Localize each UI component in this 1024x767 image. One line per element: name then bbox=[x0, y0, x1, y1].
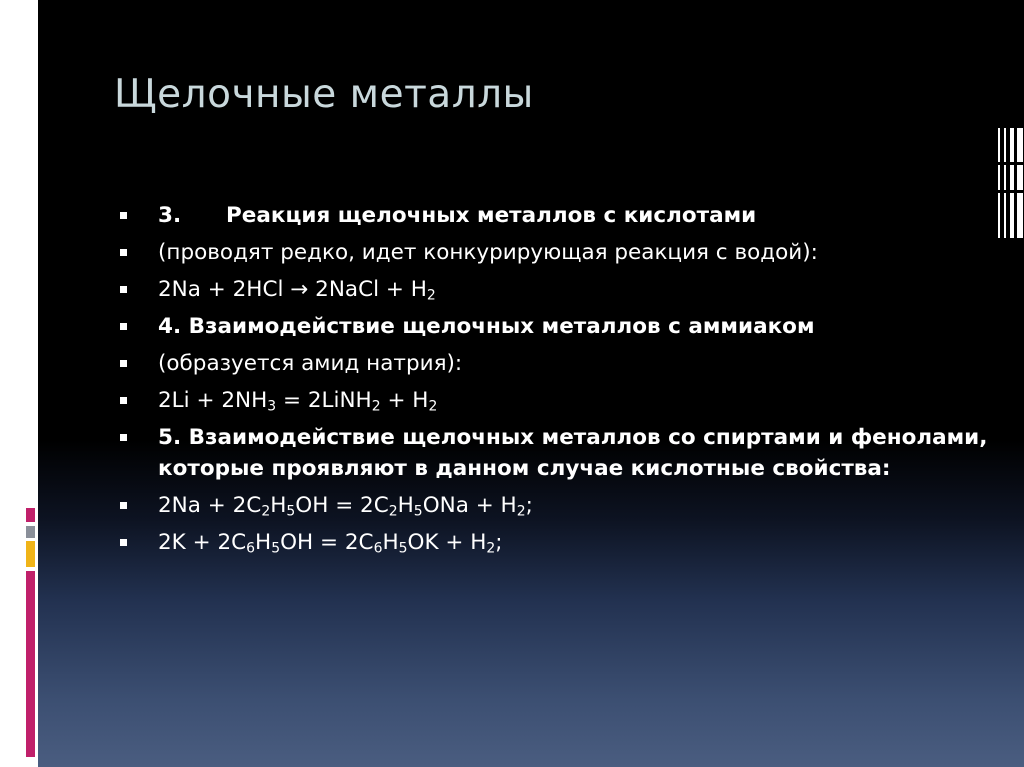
bullet-icon bbox=[120, 434, 127, 441]
item-text: (проводят редко, идет конкурирующая реакция с водой): bbox=[158, 240, 818, 265]
list-item bbox=[116, 311, 996, 342]
item-text: (образуется амид натрия): bbox=[158, 351, 463, 376]
equation-text: H bbox=[255, 530, 272, 555]
corner-decoration bbox=[994, 128, 1024, 238]
bullet-icon bbox=[120, 539, 127, 546]
subscript: 2 bbox=[261, 503, 271, 520]
deco-line bbox=[1010, 128, 1014, 238]
list-item bbox=[116, 385, 996, 416]
bullet-icon bbox=[120, 323, 127, 330]
list-item bbox=[116, 527, 996, 558]
bullet-icon bbox=[120, 286, 127, 293]
equation-text: OH = 2C bbox=[280, 530, 374, 555]
subscript: 2 bbox=[371, 398, 381, 415]
accent-bar-magenta bbox=[26, 571, 35, 757]
equation-text: H bbox=[397, 493, 414, 518]
subscript: 5 bbox=[398, 540, 408, 557]
section-number: 3. bbox=[158, 203, 182, 228]
subscript: 6 bbox=[246, 540, 256, 557]
section-heading: 4. Взаимодействие щелочных металлов с аммиаком bbox=[158, 314, 815, 339]
subscript: 2 bbox=[428, 398, 438, 415]
bullet-icon bbox=[120, 397, 127, 404]
subscript: 5 bbox=[413, 503, 423, 520]
list-item bbox=[116, 422, 996, 484]
accent-bar-yellow bbox=[26, 541, 35, 567]
list-item bbox=[116, 237, 996, 268]
subscript: 2 bbox=[516, 503, 526, 520]
bullet-icon bbox=[120, 212, 127, 219]
equation-text: OK + H bbox=[407, 530, 487, 555]
section-heading: 5. Взаимодействие щелочных металлов со спиртами и фенолами, которые проявляют в данном случае кислотные свойства: bbox=[158, 425, 988, 481]
accent-bar-magenta-top bbox=[26, 508, 35, 522]
slide bbox=[38, 0, 1024, 767]
equation-text: 2Na + 2HCl → 2NaCl + H bbox=[158, 277, 427, 302]
equation-text: 2K + 2C bbox=[158, 530, 247, 555]
list-item bbox=[116, 348, 996, 379]
equation-text: ONa + H bbox=[422, 493, 517, 518]
deco-gap bbox=[994, 162, 1024, 165]
equation-text: ; bbox=[525, 493, 533, 518]
equation-text: H bbox=[270, 493, 287, 518]
equation-text: = 2LiNH bbox=[276, 388, 372, 413]
deco-gap bbox=[994, 190, 1024, 193]
equation-text: ; bbox=[495, 530, 503, 555]
slide-title: Щелочные металлы bbox=[114, 72, 534, 117]
list-item bbox=[116, 274, 996, 305]
equation-text: OH = 2C bbox=[295, 493, 389, 518]
subscript: 2 bbox=[426, 287, 436, 304]
equation-text: 2Li + 2NH bbox=[158, 388, 268, 413]
subscript: 5 bbox=[286, 503, 296, 520]
deco-line bbox=[998, 128, 1000, 238]
section-heading: Реакция щелочных металлов с кислотами bbox=[226, 203, 757, 228]
equation-text: H bbox=[382, 530, 399, 555]
deco-line bbox=[1017, 128, 1023, 238]
list-item bbox=[116, 200, 996, 231]
equation-text: 2Na + 2C bbox=[158, 493, 262, 518]
subscript: 6 bbox=[373, 540, 383, 557]
equation-text: + H bbox=[380, 388, 429, 413]
accent-bar-grey bbox=[26, 526, 35, 538]
bullet-icon bbox=[120, 249, 127, 256]
bullet-list bbox=[116, 200, 996, 564]
subscript: 3 bbox=[267, 398, 277, 415]
accent-bars bbox=[26, 508, 35, 758]
subscript: 5 bbox=[271, 540, 281, 557]
subscript: 2 bbox=[388, 503, 398, 520]
bullet-icon bbox=[120, 502, 127, 509]
bullet-icon bbox=[120, 360, 127, 367]
list-item bbox=[116, 490, 996, 521]
subscript: 2 bbox=[486, 540, 496, 557]
deco-line bbox=[1004, 128, 1006, 238]
